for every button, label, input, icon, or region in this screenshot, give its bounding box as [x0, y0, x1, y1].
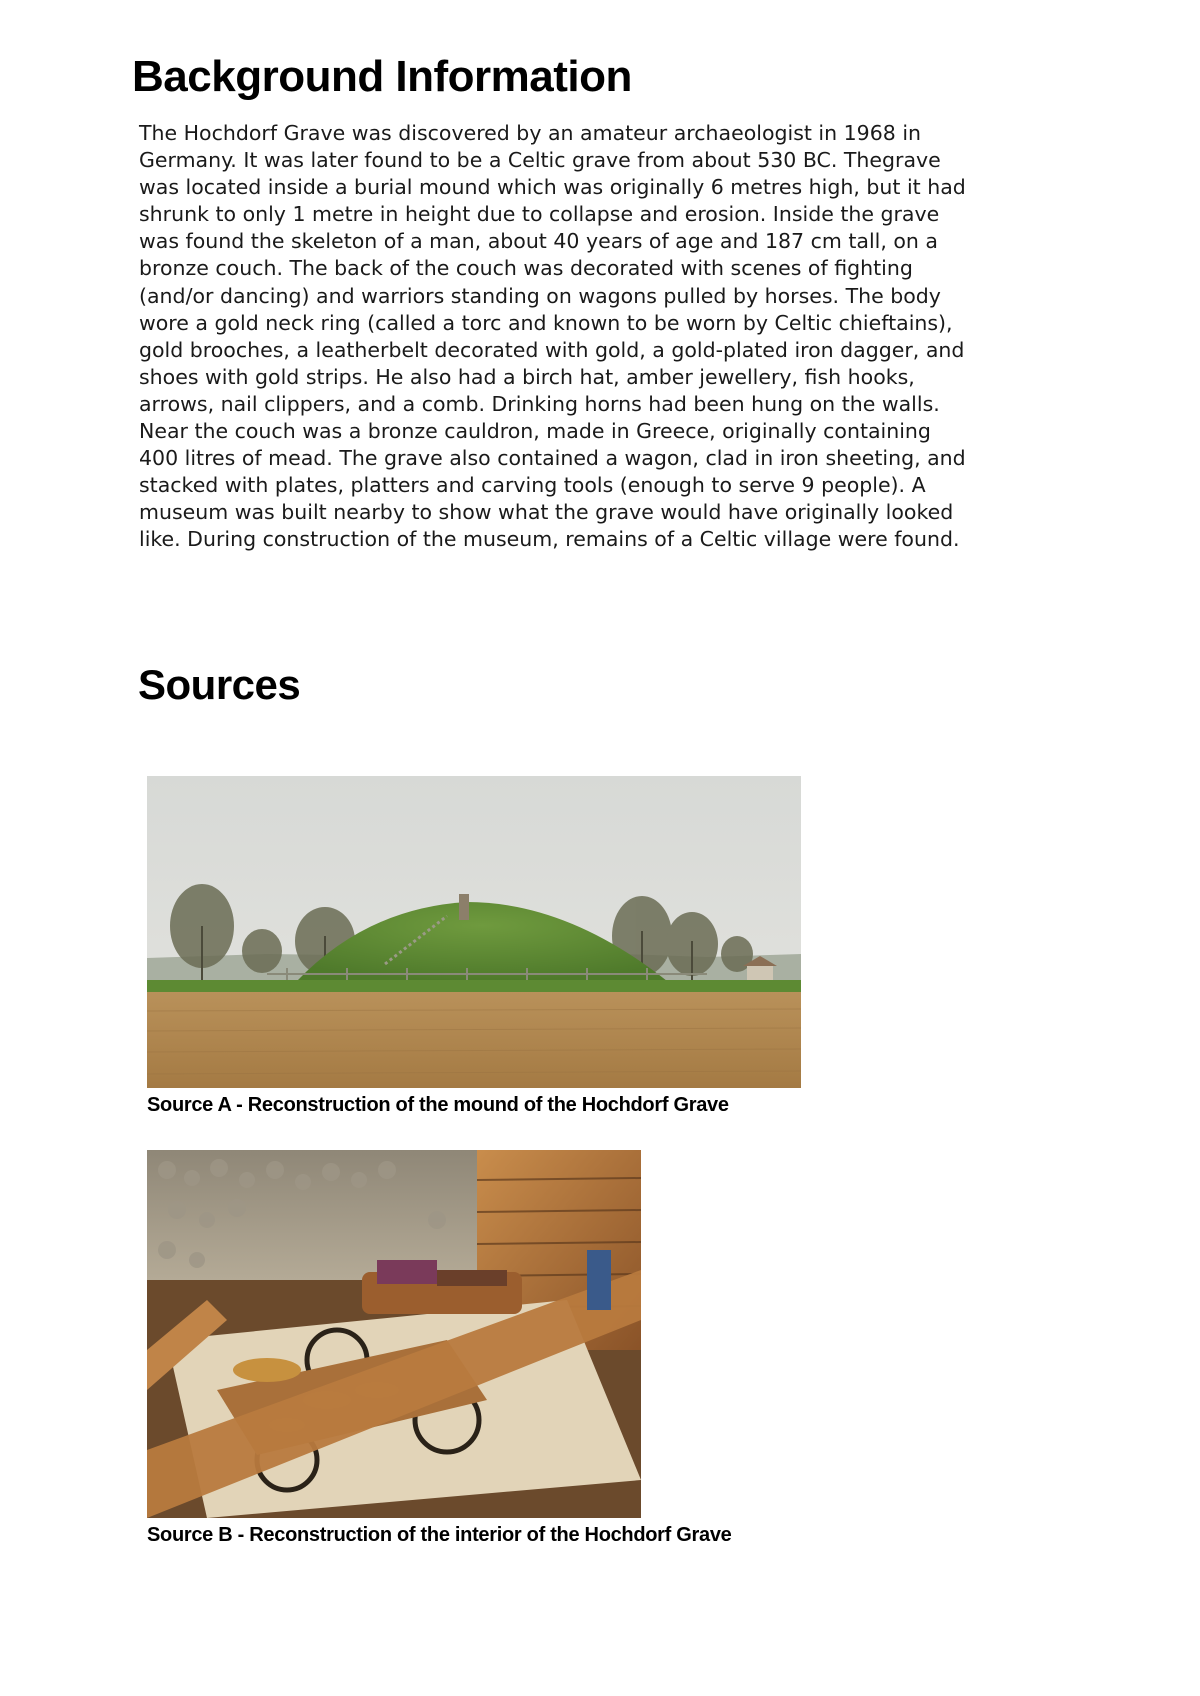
source-b-caption: Source B - Reconstruction of the interior of the Hochdorf Grave — [147, 1524, 732, 1546]
source-b-figure — [147, 1150, 732, 1547]
source-a-figure — [147, 776, 801, 1117]
source-a-mound-photo — [147, 776, 801, 1088]
background-paragraph: The Hochdorf Grave was discovered by an amateur archaeologist in 1968 in Germany. It was later found to be a Celtic grave from about 530 BC. Thegrave was located inside a burial mound which was originally 6 metres high, but it had shrunk to only 1 metre in height due to collapse and erosion. Inside the grave was found the skeleton of a man, about 40 years of age and 187 cm tall, on a bronze couch. The back of the couch was decorated with scenes of fighting (and/or dancing) and warriors standing on wagons pulled by horses. The body wore a gold neck ring (called a torc and known to be worn by Celtic chieftains), gold brooches, a leatherbelt decorated with gold, a gold-plated iron dagger, and shoes with gold strips. He also had a birch hat, amber jewellery, fish hooks, arrows, nail clippers, and a comb. Drinking horns had been hung on the walls. Near the couch was a bronze cauldron, made in Greece, originally containing 400 litres of mead. The grave also contained a wagon, clad in iron sheeting, and stacked with plates, platters and carving tools (enough to serve 9 people). A museum was built nearby to show what the grave would have originally looked like. During construction of the museum, remains of a Celtic village were found. — [139, 121, 966, 552]
source-b-interior-photo — [147, 1150, 641, 1518]
sources-heading: Sources — [138, 661, 301, 708]
background-information-heading: Background Information — [132, 52, 632, 101]
source-a-caption: Source A - Reconstruction of the mound of the Hochdorf Grave — [147, 1094, 729, 1116]
